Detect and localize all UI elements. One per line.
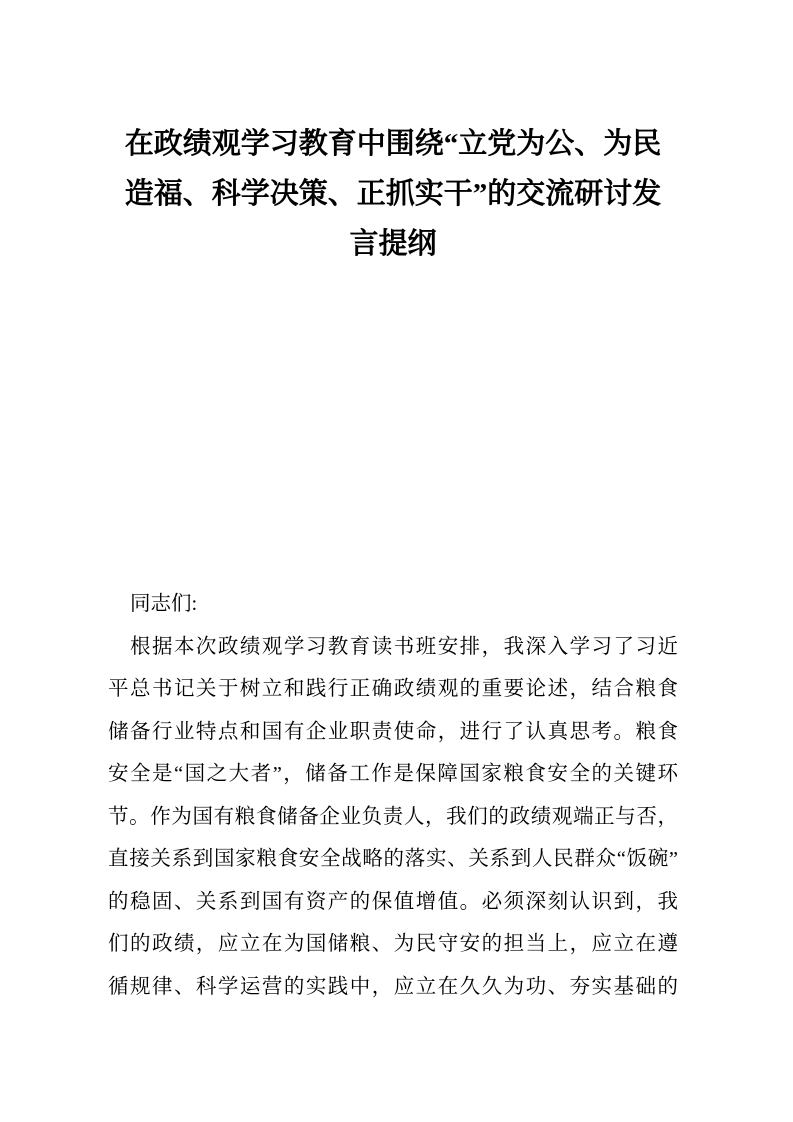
page-content — [108, 0, 678, 1008]
body-text — [108, 583, 678, 1008]
paragraph-line-7: 的稳固、关系到国有资产的保值增值。必须深刻认识到，我 — [108, 890, 678, 913]
paragraph-line-6: 直接关系到国家粮食安全战略的落实、关系到人民群众“饭碗” — [108, 848, 678, 870]
paragraph-line-5: 节。作为国有粮食储备企业负责人，我们的政绩观端正与否， — [108, 805, 678, 828]
paragraph-line-1: 根据本次政绩观学习教育读书班安排，我深入学习了习近 — [130, 635, 678, 658]
salutation-line: 同志们: — [130, 593, 198, 615]
title-line-2: 造福、科学决策、正抓实干”的交流研讨发 — [124, 178, 662, 210]
title-line-3: 言提纲 — [349, 228, 437, 260]
document-title — [108, 0, 678, 269]
paragraph-line-9: 循规律、科学运营的实践中，应立在久久为功、夯实基础的 — [108, 975, 678, 998]
paragraph-line-8: 们的政绩，应立在为国储粮、为民守安的担当上，应立在遵 — [108, 933, 678, 955]
paragraph-line-2: 平总书记关于树立和践行正确政绩观的重要论述，结合粮食 — [108, 678, 678, 700]
title-line-1: 在政绩观学习教育中围绕“立党为公、为民 — [124, 128, 662, 160]
paragraph-line-4: 安全是“国之大者”，储备工作是保障国家粮食安全的关键环 — [108, 763, 678, 785]
paragraph-line-3: 储备行业特点和国有企业职责使命，进行了认真思考。粮食 — [108, 720, 678, 743]
